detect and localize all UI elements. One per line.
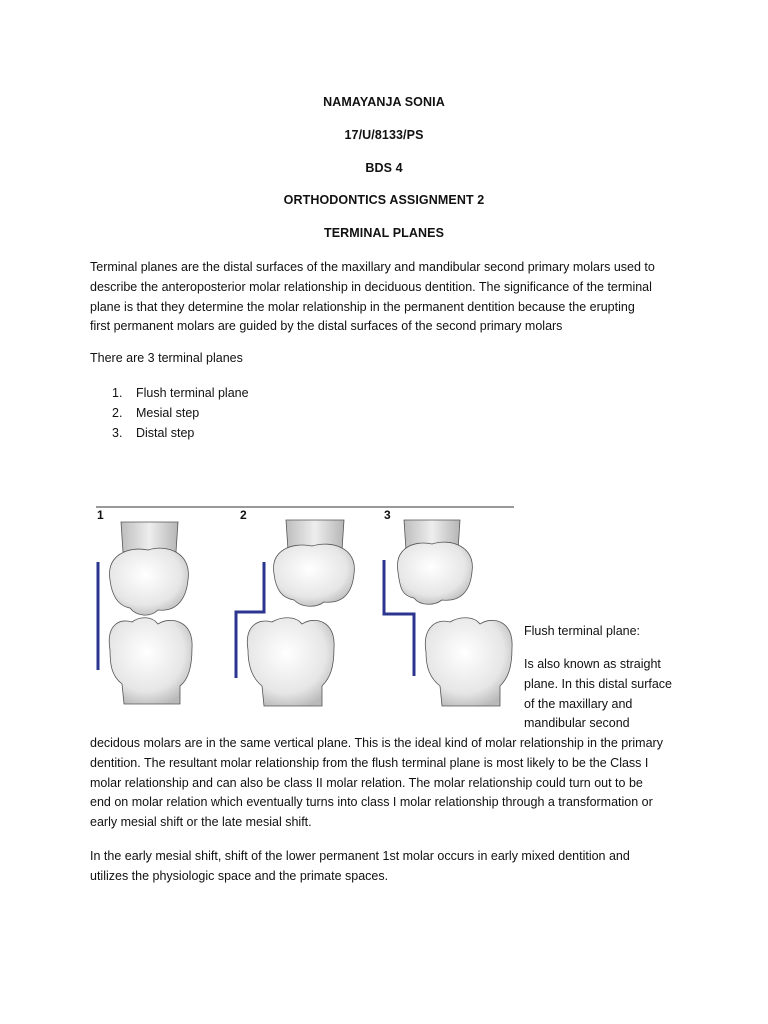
panel-label: 2 <box>240 508 247 522</box>
teeth-illustration <box>88 500 518 722</box>
upper-molar <box>110 548 189 615</box>
registration-number: 17/U/8133/PS <box>344 128 424 142</box>
flush-line: decidous molars are in the same vertical plane. This is the ideal kind of molar relationship in the primary <box>90 736 663 750</box>
flush-side-text <box>524 655 694 734</box>
panel-distal-step <box>384 520 512 706</box>
list-item: 1. Flush terminal plane <box>112 386 249 400</box>
course-code: BDS 4 <box>365 161 403 175</box>
terminal-planes-figure <box>88 500 518 722</box>
flush-line: molar relationship and can also be class II molar relation. The molar relationship could turn out to be <box>90 775 643 790</box>
flush-line: end on molar relation which eventually turns into class I molar relationship through a transformation or <box>90 795 653 810</box>
panel-label: 3 <box>384 508 391 522</box>
lower-molar <box>247 618 334 706</box>
flush-heading: Flush terminal plane: <box>524 624 641 638</box>
assignment-title: ORTHODONTICS ASSIGNMENT 2 <box>283 193 485 207</box>
list-item: 3. Distal step <box>112 426 195 440</box>
flush-side-line: Is also known as straight <box>524 657 661 671</box>
upper-root <box>121 522 178 552</box>
intro-paragraph <box>90 258 680 337</box>
flush-side-line: plane. In this distal surface <box>524 676 672 691</box>
early-shift-line: utilizes the physiologic space and the primate spaces. <box>90 868 389 883</box>
intro-line: first permanent molars are guided by the distal surfaces of the second primary molars <box>90 319 563 334</box>
author-name: NAMAYANJA SONIA <box>323 95 445 109</box>
early-shift-paragraph <box>90 847 680 887</box>
intro-line: plane is that they determine the molar relationship in the permanent dentition because the erupting <box>90 299 635 314</box>
terminal-plane-list <box>112 383 249 443</box>
count-line: There are 3 terminal planes <box>90 351 243 365</box>
panel-label: 1 <box>97 508 104 522</box>
upper-molar <box>274 544 355 606</box>
early-shift-line: In the early mesial shift, shift of the lower permanent 1st molar occurs in early mixed dentition and <box>90 849 630 863</box>
panel-flush <box>98 522 192 704</box>
topic-title: TERMINAL PLANES <box>323 226 445 240</box>
lower-molar <box>109 618 192 704</box>
flush-side-line: of the maxillary and <box>524 696 633 711</box>
panel-mesial-step <box>236 520 354 706</box>
upper-molar <box>397 542 472 604</box>
intro-line: describe the anteroposterior molar relationship in deciduous dentition. The significance of the terminal <box>90 279 652 294</box>
list-item: 2. Mesial step <box>112 406 200 420</box>
lower-molar <box>425 618 512 706</box>
flush-continued-paragraph <box>90 734 680 833</box>
flush-line: early mesial shift or the late mesial shift. <box>90 815 312 830</box>
intro-line: Terminal planes are the distal surfaces of the maxillary and mandibular second primary molars used to <box>90 260 655 274</box>
flush-side-line: mandibular second <box>524 716 630 731</box>
flush-line: dentition. The resultant molar relationship from the flush terminal plane is most likely to be the Class I <box>90 755 649 770</box>
